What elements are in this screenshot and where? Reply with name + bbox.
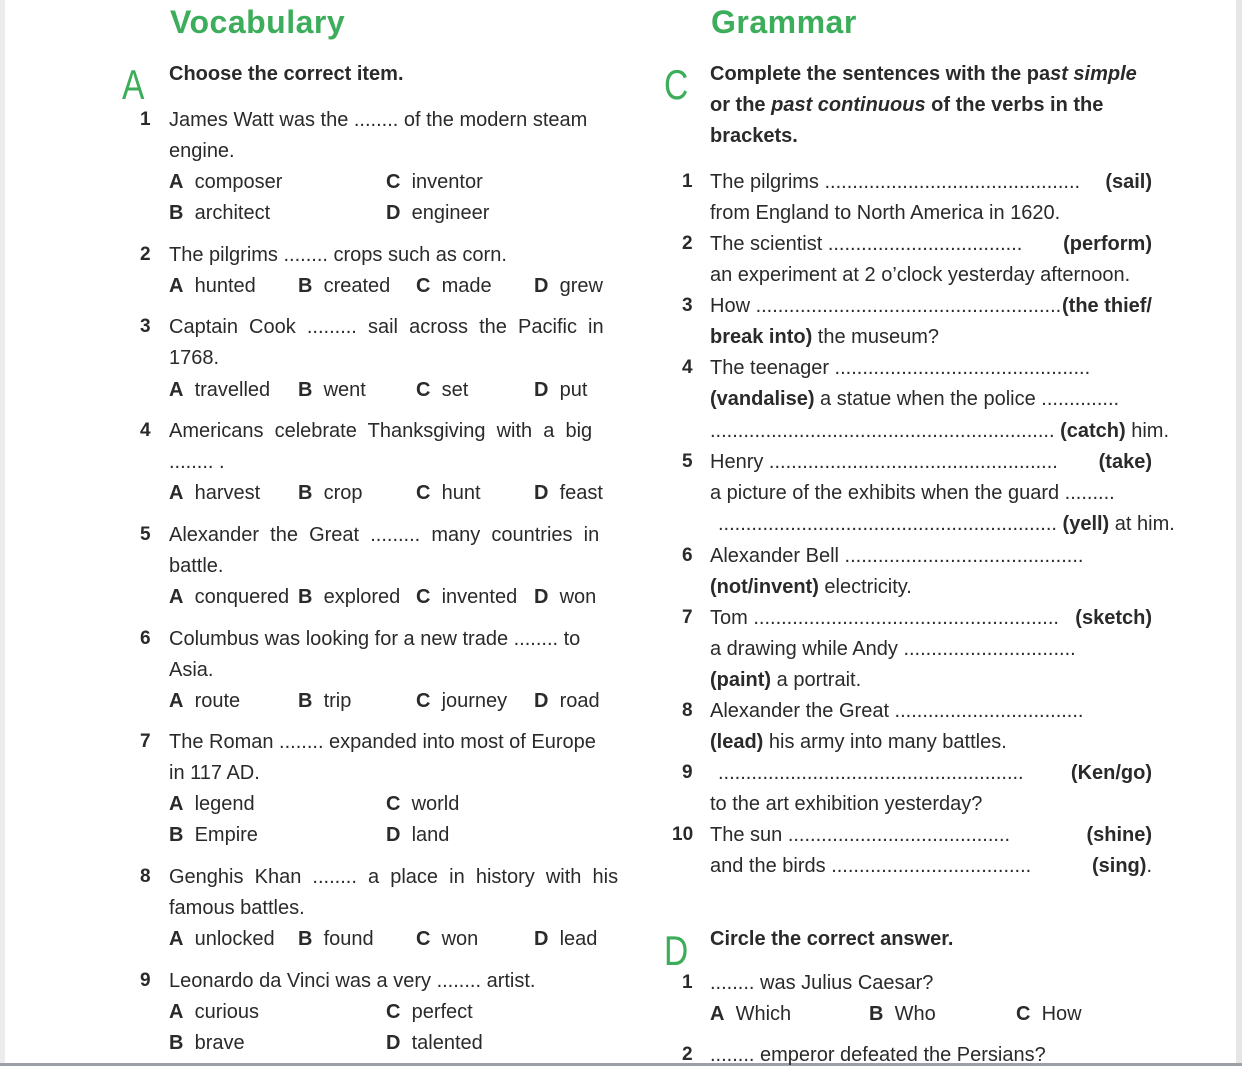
- option-c[interactable]: C world: [386, 793, 460, 815]
- verb-prompt: (perform): [1063, 233, 1152, 255]
- option-b[interactable]: B trip: [298, 690, 352, 712]
- section-c-instruction: Complete the sentences with the past simple: [710, 63, 1137, 85]
- sentence-text: .............................................................. (catch) him.: [710, 420, 1169, 442]
- section-c-letter: C: [664, 61, 689, 108]
- verb-prompt: (take): [1098, 451, 1152, 473]
- option-c[interactable]: C invented: [416, 586, 518, 608]
- sentence-text: How .......................................................: [710, 295, 1062, 317]
- sentence-number: 2: [682, 233, 693, 254]
- option-b[interactable]: B found: [298, 928, 374, 950]
- sentence-text: (not/invent) electricity.: [710, 576, 912, 598]
- sentence-text: ............................................................. (yell) at him.: [718, 513, 1175, 535]
- left-page-edge: [0, 0, 5, 1066]
- sentence-text: and the birds ....................................: [710, 855, 1032, 877]
- option-b[interactable]: B created: [298, 275, 391, 297]
- question-text: in 117 AD.: [169, 762, 260, 784]
- option-c[interactable]: C inventor: [386, 171, 483, 193]
- sentence-text: break into) the museum?: [710, 326, 939, 348]
- section-d-letter: D: [664, 927, 689, 974]
- section-a-instruction: Choose the correct item.: [169, 63, 404, 85]
- question-text: Captain Cook ......... sail across the Pacific in: [169, 316, 604, 338]
- question-number: 5: [140, 524, 151, 545]
- sentence-number: 3: [682, 295, 693, 316]
- sentence-text: (lead) his army into many battles.: [710, 731, 1007, 753]
- option-a[interactable]: A legend: [169, 793, 255, 815]
- sentence-text: to the art exhibition yesterday?: [710, 793, 983, 815]
- question-number: 1: [140, 109, 151, 130]
- sentence-text: Alexander Bell ...........................................: [710, 545, 1084, 567]
- question-number: 7: [140, 731, 151, 752]
- sentence-number: 6: [682, 545, 693, 566]
- question-number: 2: [140, 244, 151, 265]
- question-text: Leonardo da Vinci was a very ........ artist.: [169, 970, 536, 992]
- sentence-number: 4: [682, 357, 693, 378]
- option-a[interactable]: A travelled: [169, 379, 271, 401]
- verb-prompt: (shine): [1086, 824, 1152, 846]
- option-a[interactable]: A harvest: [169, 482, 261, 504]
- verb-prompt: (sail): [1105, 171, 1152, 193]
- sentence-text: a drawing while Andy ...............................: [710, 638, 1076, 660]
- option-c[interactable]: C journey: [416, 690, 508, 712]
- question-text: famous battles.: [169, 897, 305, 919]
- right-page-edge: [1236, 0, 1242, 1066]
- option-a[interactable]: A hunted: [169, 275, 256, 297]
- option-b[interactable]: B crop: [298, 482, 363, 504]
- question-text: The Roman ........ expanded into most of Europe: [169, 731, 596, 753]
- verb-prompt: (Ken/go): [1070, 762, 1152, 784]
- question-text: ........ emperor defeated the Persians?: [710, 1044, 1046, 1066]
- option-d[interactable]: D lead: [534, 928, 598, 950]
- question-text: engine.: [169, 140, 235, 162]
- sentence-number: 7: [682, 607, 693, 628]
- option-b[interactable]: B went: [298, 379, 366, 401]
- question-text: Americans celebrate Thanksgiving with a big: [169, 420, 593, 442]
- option-a[interactable]: A curious: [169, 1001, 260, 1023]
- option-d[interactable]: D engineer: [386, 202, 490, 224]
- sentence-text: Tom .......................................................: [710, 607, 1059, 629]
- option-a[interactable]: A Which: [710, 1003, 792, 1025]
- section-c-instruction: brackets.: [710, 125, 798, 147]
- option-c[interactable]: C perfect: [386, 1001, 473, 1023]
- question-number: 1: [682, 972, 693, 993]
- verb-prompt: (sketch): [1075, 607, 1152, 629]
- question-text: James Watt was the ........ of the modern steam: [169, 109, 588, 131]
- sentence-text: The sun ........................................: [710, 824, 1011, 846]
- question-text: ........ was Julius Caesar?: [710, 972, 934, 994]
- question-text: Asia.: [169, 659, 214, 681]
- sentence-text: from England to North America in 1620.: [710, 202, 1061, 224]
- option-a[interactable]: A unlocked: [169, 928, 275, 950]
- sentence-number: 5: [682, 451, 693, 472]
- sentence-number: 1: [682, 171, 693, 192]
- option-c[interactable]: C How: [1016, 1003, 1082, 1025]
- verb-prompt: (the thief/: [1062, 295, 1152, 317]
- sentence-number: 9: [682, 762, 693, 783]
- sentence-text: The pilgrims ..............................................: [710, 171, 1081, 193]
- sentence-number: 8: [682, 700, 693, 721]
- option-d[interactable]: D put: [534, 379, 588, 401]
- section-d-instruction: Circle the correct answer.: [710, 928, 954, 950]
- vocabulary-heading: Vocabulary: [170, 4, 346, 40]
- section-c-instruction: or the past continuous of the verbs in the: [710, 94, 1104, 116]
- question-number: 8: [140, 866, 151, 887]
- option-c[interactable]: C hunt: [416, 482, 481, 504]
- sentence-text: a picture of the exhibits when the guard .........: [710, 482, 1115, 504]
- sentence-text: Henry ....................................................: [710, 451, 1058, 473]
- question-text: battle.: [169, 555, 224, 577]
- question-text: Alexander the Great ......... many countries in: [169, 524, 600, 546]
- question-number: 3: [140, 316, 151, 337]
- option-c[interactable]: C set: [416, 379, 469, 401]
- option-d[interactable]: D grew: [534, 275, 603, 297]
- sentence-text: (vandalise) a statue when the police ..............: [710, 388, 1120, 410]
- question-number: 6: [140, 628, 151, 649]
- question-number: 9: [140, 970, 151, 991]
- option-d[interactable]: D land: [386, 824, 450, 846]
- option-a[interactable]: A conquered: [169, 586, 290, 608]
- sentence-text: The scientist ...................................: [710, 233, 1023, 255]
- option-c[interactable]: C won: [416, 928, 479, 950]
- sentence-text: Alexander the Great ..................................: [710, 700, 1084, 722]
- option-b[interactable]: B brave: [169, 1032, 245, 1054]
- grammar-heading: Grammar: [711, 4, 857, 40]
- sentence-text: an experiment at 2 o’clock yesterday afternoon.: [710, 264, 1131, 286]
- question-text: 1768.: [169, 347, 220, 369]
- section-a-letter: A: [122, 61, 145, 108]
- question-text: The pilgrims ........ crops such as corn.: [169, 244, 507, 266]
- option-b[interactable]: B Empire: [169, 824, 258, 846]
- sentence-text: (sing).: [1092, 855, 1152, 877]
- question-text: Genghis Khan ........ a place in history with his: [169, 866, 619, 888]
- option-d[interactable]: D road: [534, 690, 600, 712]
- question-number: 2: [682, 1044, 693, 1065]
- option-d[interactable]: D talented: [386, 1032, 483, 1054]
- option-a[interactable]: A composer: [169, 171, 283, 193]
- question-text: Columbus was looking for a new trade ........ to: [169, 628, 581, 650]
- option-d[interactable]: D feast: [534, 482, 603, 504]
- question-number: 4: [140, 420, 151, 441]
- option-b[interactable]: B Who: [869, 1003, 936, 1025]
- option-d[interactable]: D won: [534, 586, 597, 608]
- sentence-number: 10: [672, 824, 694, 845]
- sentence-text: The teenager ..............................................: [710, 357, 1091, 379]
- question-text: ........ .: [169, 451, 225, 473]
- option-a[interactable]: A route: [169, 690, 241, 712]
- option-b[interactable]: B explored: [298, 586, 401, 608]
- sentence-text: .......................................................: [718, 762, 1024, 784]
- option-c[interactable]: C made: [416, 275, 492, 297]
- sentence-text: (paint) a portrait.: [710, 669, 862, 691]
- option-b[interactable]: B architect: [169, 202, 271, 224]
